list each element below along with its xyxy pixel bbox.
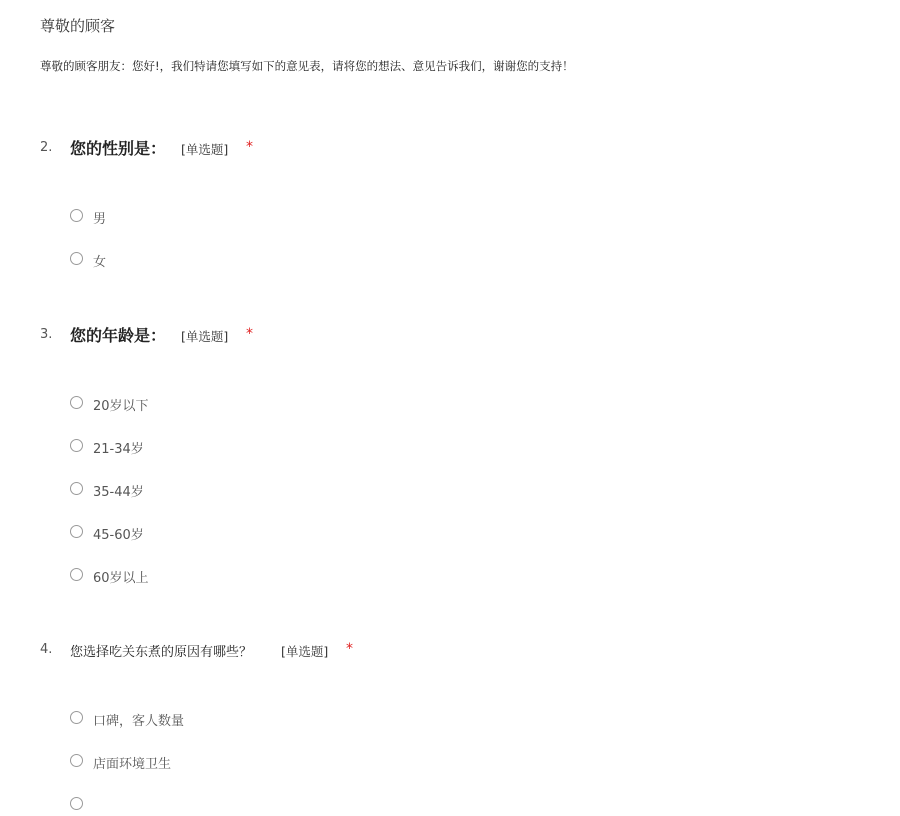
required-mark: * <box>246 139 253 155</box>
question-header <box>0 638 900 662</box>
option-label: 20岁以下 <box>93 399 149 414</box>
radio-option-21-34[interactable] <box>70 438 470 458</box>
radio-option-under-20[interactable] <box>70 395 470 415</box>
radio-button[interactable] <box>70 711 83 724</box>
radio-button[interactable] <box>70 754 83 767</box>
radio-option-female[interactable] <box>70 251 470 271</box>
question-text: 您的性别是： <box>70 139 167 158</box>
radio-option-35-44[interactable] <box>70 481 470 501</box>
radio-option-cut-off[interactable] <box>70 796 470 816</box>
question-header <box>0 136 900 160</box>
radio-button[interactable] <box>70 252 83 265</box>
option-label: 35-44岁 <box>93 485 144 500</box>
question-header <box>0 323 900 347</box>
radio-option-male[interactable] <box>70 208 470 228</box>
question-type-label: [单选题] <box>281 644 329 659</box>
radio-button[interactable] <box>70 797 83 810</box>
radio-button[interactable] <box>70 396 83 409</box>
radio-option-over-60[interactable] <box>70 567 470 587</box>
required-mark: * <box>346 641 353 657</box>
option-label: 女 <box>93 255 107 270</box>
option-label: 男 <box>93 212 107 227</box>
radio-button[interactable] <box>70 525 83 538</box>
question-text: 您的年龄是： <box>70 326 167 345</box>
radio-button[interactable] <box>70 482 83 495</box>
radio-option-45-60[interactable] <box>70 524 470 544</box>
question-number: 2. <box>40 140 53 155</box>
survey-title: 尊敬的顾客 <box>40 17 116 35</box>
option-label: 60岁以上 <box>93 571 149 586</box>
question-type-label: [单选题] <box>181 142 229 157</box>
question-number: 4. <box>40 642 53 657</box>
question-number: 3. <box>40 327 53 342</box>
option-label: 口碑，客人数量 <box>93 714 185 729</box>
radio-button[interactable] <box>70 439 83 452</box>
question-text: 您选择吃关东煮的原因有哪些？ <box>70 645 253 660</box>
option-label: 21-34岁 <box>93 442 144 457</box>
radio-button[interactable] <box>70 209 83 222</box>
option-label: 45-60岁 <box>93 528 144 543</box>
radio-button[interactable] <box>70 568 83 581</box>
required-mark: * <box>246 326 253 342</box>
radio-option-hygiene[interactable] <box>70 753 470 773</box>
question-type-label: [单选题] <box>181 329 229 344</box>
option-label: 店面环境卫生 <box>93 757 172 772</box>
radio-option-reputation[interactable] <box>70 710 470 730</box>
survey-intro: 尊敬的顾客朋友：您好!，我们特请您填写如下的意见表，请将您的想法、意见告诉我们，谢谢您的支持！ <box>40 59 574 73</box>
